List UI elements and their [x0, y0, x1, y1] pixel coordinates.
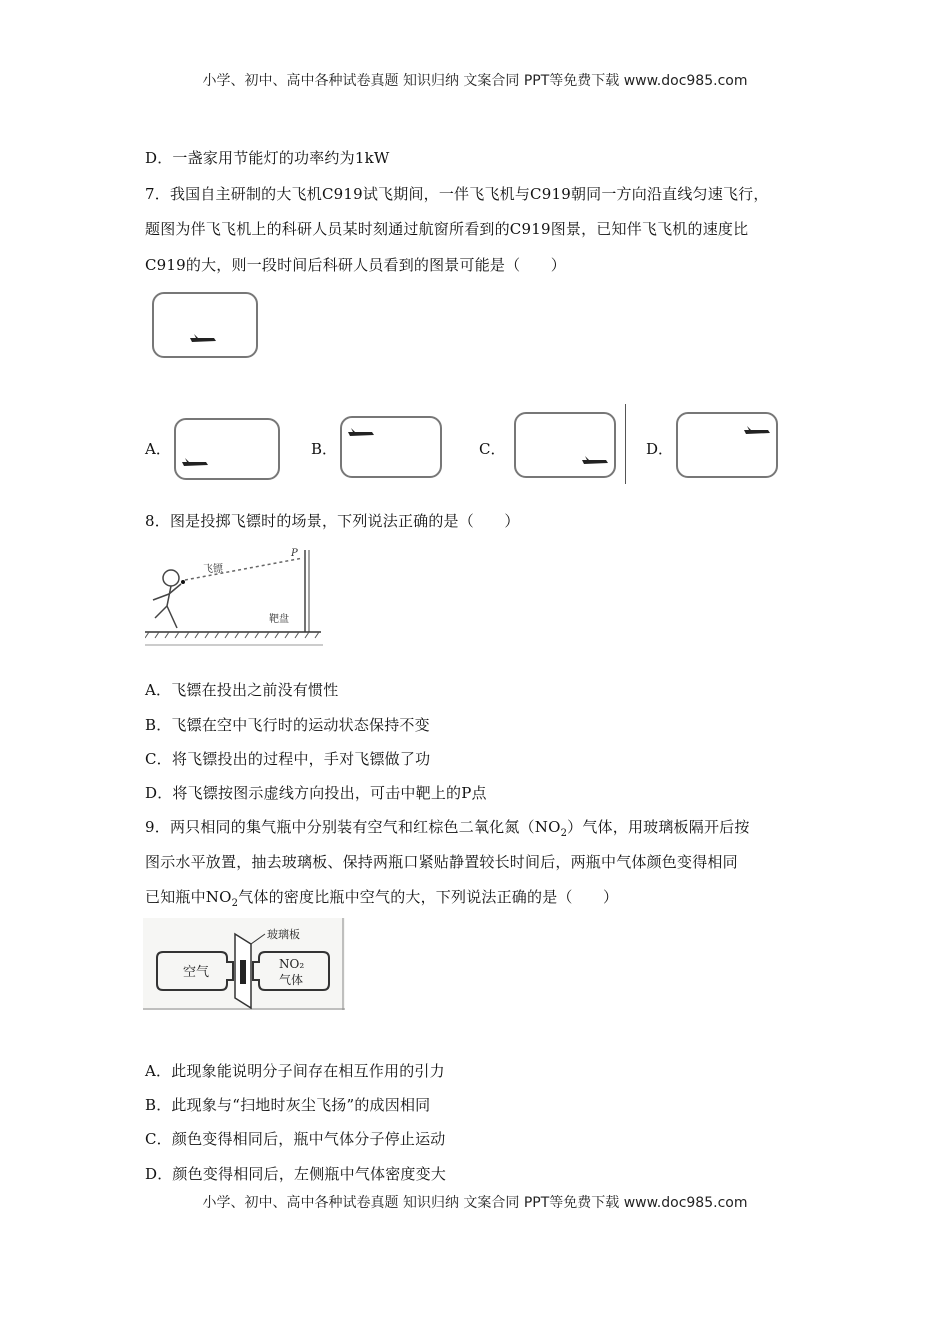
- q9-option-c: C．颜色变得相同后，瓶中气体分子停止运动: [145, 1130, 446, 1148]
- q7-option-a-label: A．: [145, 440, 171, 458]
- page-footer: 小学、初中、高中各种试卷真题 知识归纳 文案合同 PPT等免费下载 www.doc985.com: [202, 1195, 748, 1211]
- q9-stem-line1-pre: 9．两只相同的集气瓶中分别装有空气和红棕色二氧化氮（NO: [145, 818, 561, 836]
- q7-option-b-label: B．: [311, 440, 338, 458]
- q7-stem-line1: 7．我国自主研制的大飞机C919试飞期间，一伴飞飞机与C919朝同一方向沿直线匀速飞行，: [145, 185, 769, 203]
- q9-stem-line1-post: ）气体，用玻璃板隔开后按: [567, 818, 750, 836]
- q8-option-c: C．将飞镖投出的过程中，手对飞镖做了功: [145, 750, 431, 768]
- q7-stem-line2: 题图为伴飞飞机上的科研人员某时刻通过航窗所看到的C919图景，已知伴飞飞机的速度比: [145, 220, 749, 238]
- point-p-label: P: [291, 548, 298, 559]
- q7-window-figure: [152, 292, 258, 358]
- q6-option-d: D．一盏家用节能灯的功率约为1kW: [145, 149, 390, 167]
- q9-stem-line1-sub: 2: [560, 828, 568, 839]
- no2-label: NO₂: [279, 957, 305, 971]
- q7-option-c-label: C．: [479, 440, 506, 458]
- q7-stem-line3: C919的大，则一段时间后科研人员看到的图景可能是（ ）: [145, 256, 566, 274]
- q9-stem-line3-post: 气体的密度比瓶中空气的大，下列说法正确的是（ ）: [238, 888, 619, 906]
- q7-option-d-window: [676, 412, 778, 478]
- q9-stem-line1: [145, 816, 750, 839]
- plane-icon: [678, 414, 776, 476]
- page-header: 小学、初中、高中各种试卷真题 知识归纳 文案合同 PPT等免费下载 www.doc985.com: [202, 73, 748, 89]
- divider: [625, 404, 626, 484]
- glass-plate-label: 玻璃板: [267, 928, 300, 941]
- q7-option-d-label: D．: [646, 440, 674, 458]
- q9-gas-bottle-figure: [143, 918, 345, 1010]
- q8-option-d: D．将飞镖按图示虚线方向投出，可击中靶上的P点: [145, 784, 487, 802]
- plane-icon: [342, 418, 440, 476]
- q9-stem-line3-sub: 2: [231, 898, 239, 909]
- q9-option-b: B．此现象与“扫地时灰尘飞扬”的成因相同: [145, 1096, 431, 1114]
- q8-option-b: B．飞镖在空中飞行时的运动状态保持不变: [145, 716, 430, 734]
- plane-icon: [154, 294, 256, 356]
- target-label: 靶盘: [269, 614, 289, 625]
- q9-stem-line2: 图示水平放置，抽去玻璃板、保持两瓶口紧贴静置较长时间后，两瓶中气体颜色变得相同: [145, 853, 738, 871]
- q9-option-d: D．颜色变得相同后，左侧瓶中气体密度变大: [145, 1165, 447, 1183]
- q7-option-c-window: [514, 412, 616, 478]
- q8-stem: 8．图是投掷飞镖时的场景，下列说法正确的是（ ）: [145, 512, 520, 530]
- dart-label: 飞镖: [203, 564, 223, 575]
- air-label: 空气: [183, 965, 210, 980]
- q8-dart-figure: [145, 544, 325, 646]
- q9-option-a: A．此现象能说明分子间存在相互作用的引力: [145, 1062, 445, 1080]
- q7-option-a-window: [174, 418, 280, 480]
- plane-icon: [516, 414, 614, 476]
- q7-option-b-window: [340, 416, 442, 478]
- plane-icon: [176, 420, 278, 478]
- gas-label: 气体: [279, 973, 304, 987]
- q9-stem-line3: [145, 886, 618, 909]
- q8-option-a: A．飞镖在投出之前没有惯性: [145, 681, 339, 699]
- q9-stem-line3-pre: 已知瓶中NO: [145, 888, 232, 906]
